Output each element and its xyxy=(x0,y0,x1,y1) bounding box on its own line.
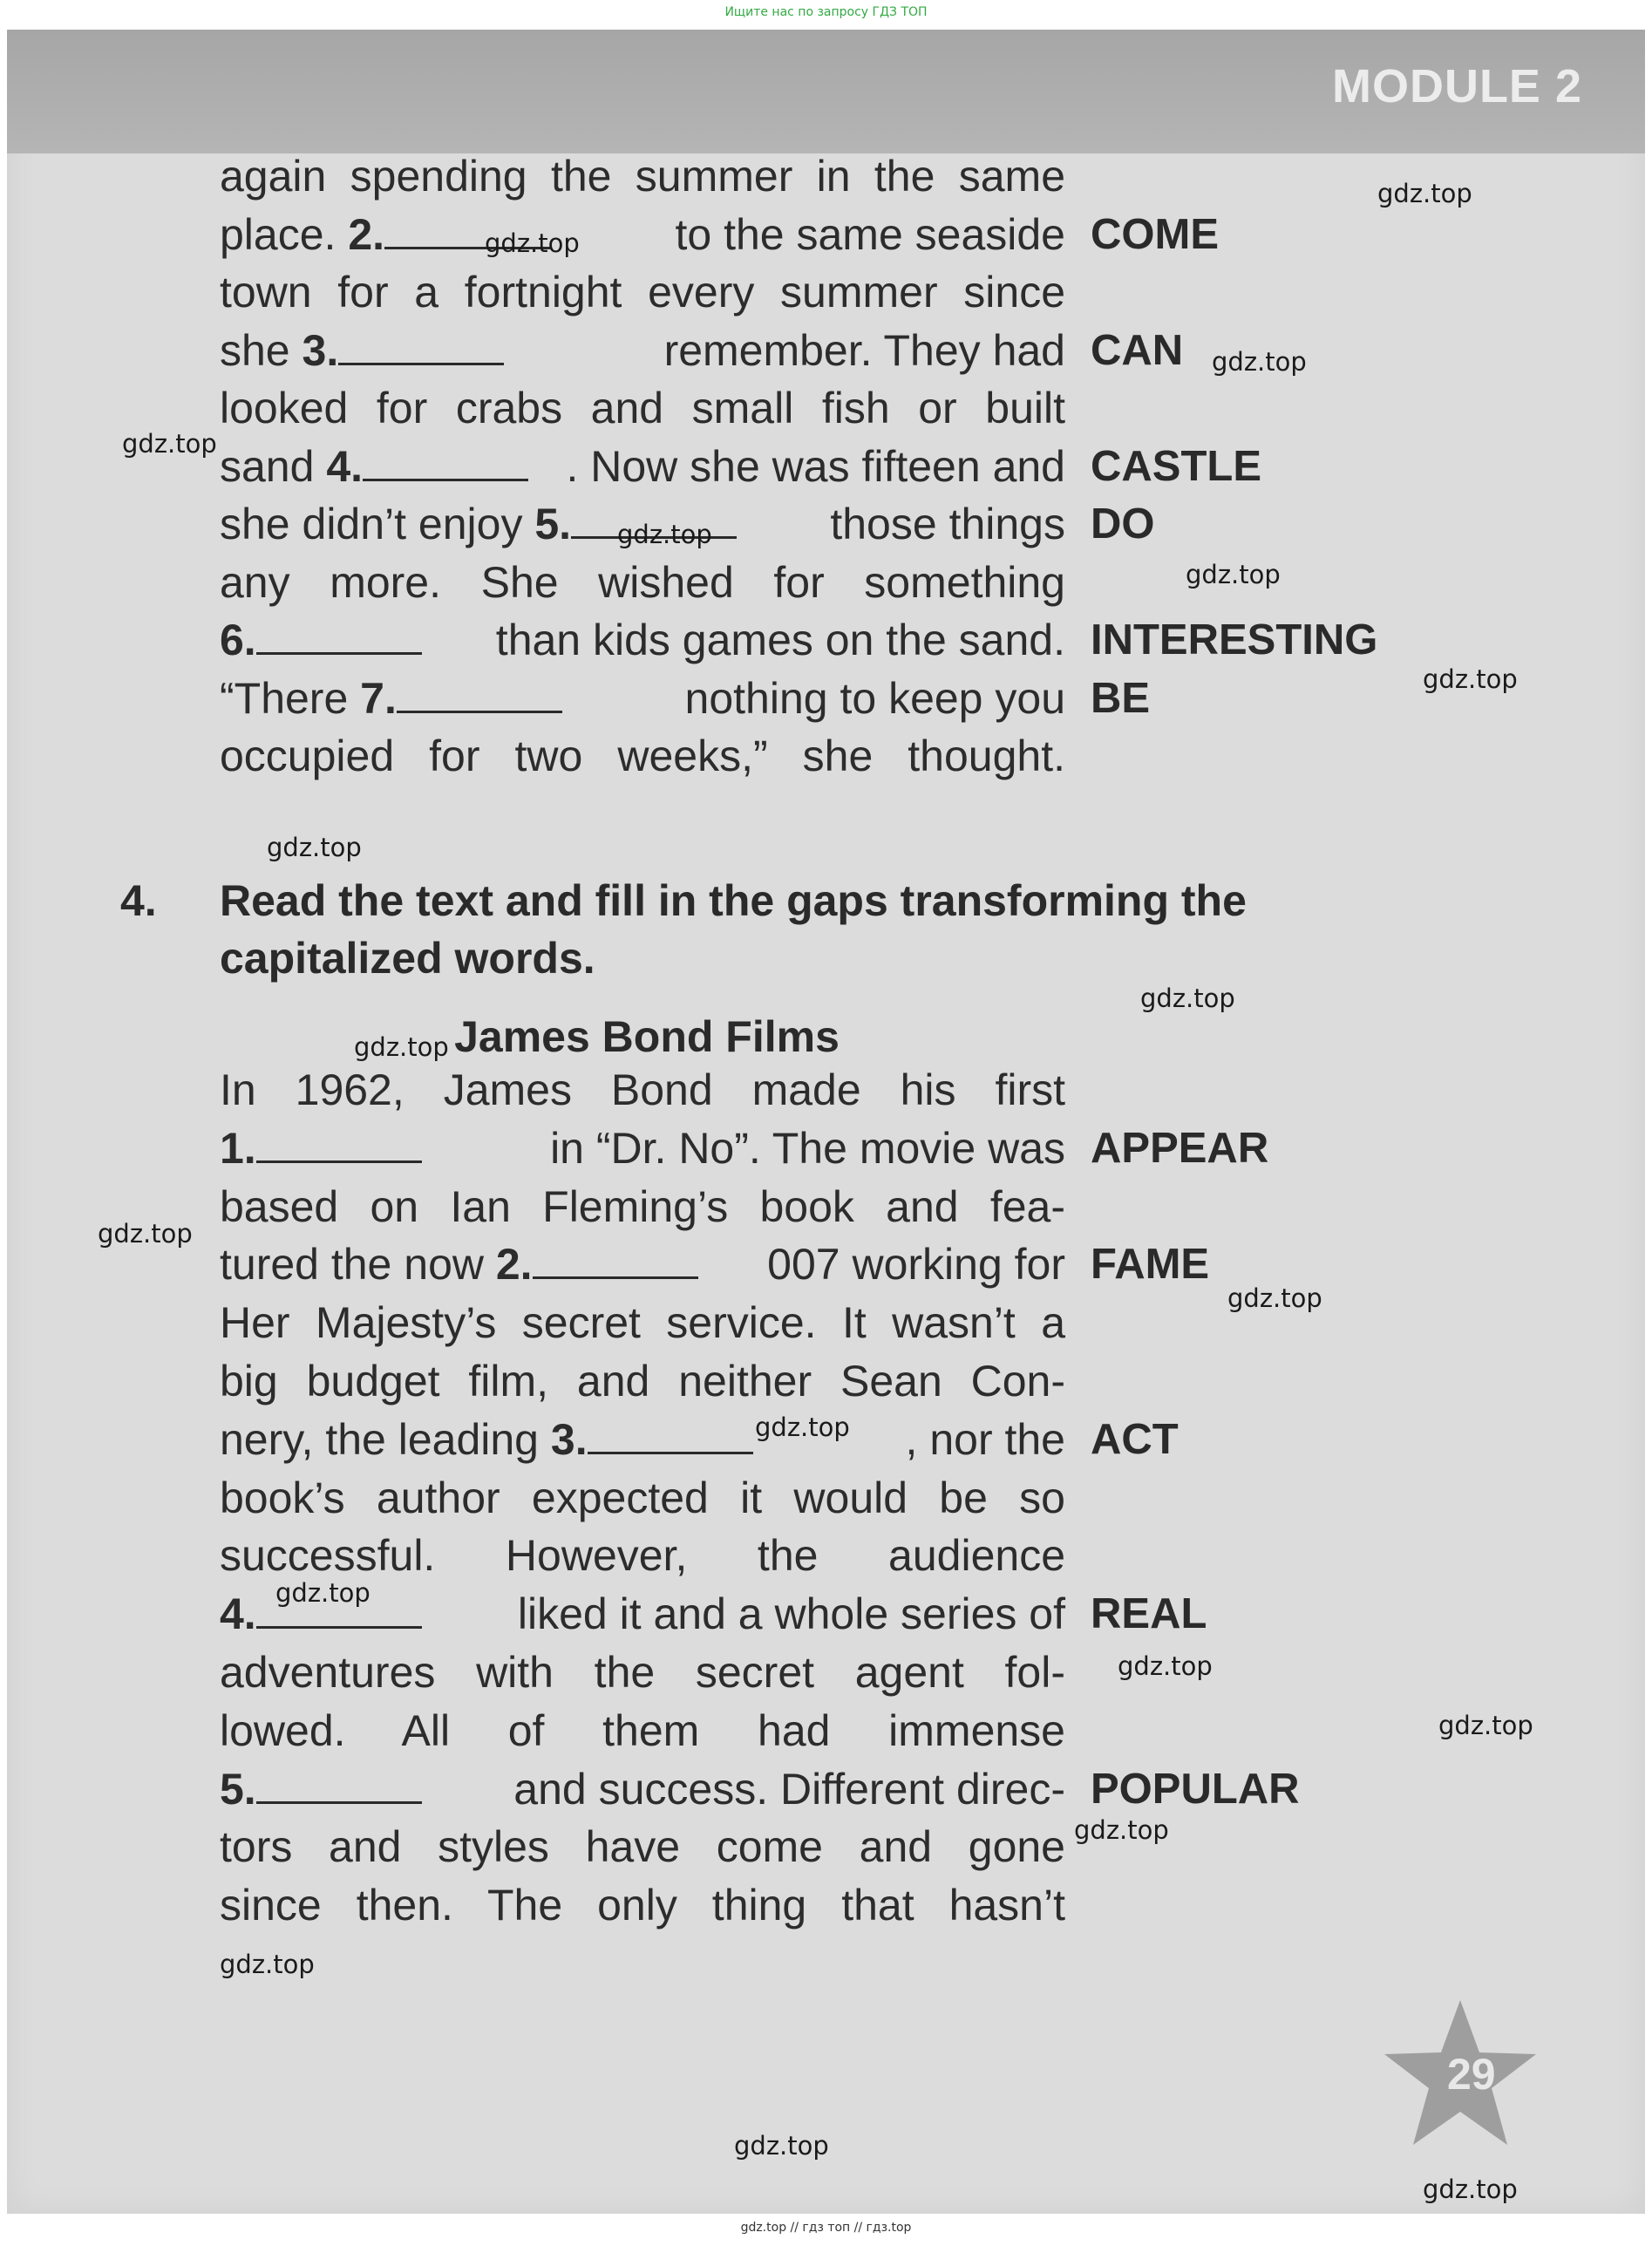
line-text: sand xyxy=(220,441,327,491)
line-text: than kids games on the sand. xyxy=(495,616,1065,664)
keyword: INTERESTING xyxy=(1091,616,1378,664)
line-text: nothing to keep you xyxy=(684,673,1065,723)
task-4-line: successful. However, the audience xyxy=(220,1531,1065,1581)
watermark: gdz.top xyxy=(734,2131,829,2161)
gap-number: 3. xyxy=(550,1414,588,1464)
keyword: CASTLE xyxy=(1091,442,1261,490)
line-text: she xyxy=(220,325,303,375)
line-lead xyxy=(220,672,562,725)
watermark: gdz.top xyxy=(1438,1711,1533,1740)
line-text: . Now she was fifteen and xyxy=(566,441,1065,491)
line-lead xyxy=(220,1122,422,1174)
top-search-note: Ищите нас по запросу ГДЗ ТОП xyxy=(724,5,928,19)
module-label: MODULE 2 xyxy=(1331,60,1582,112)
task-4-line xyxy=(220,1763,1065,1815)
keyword: ACT xyxy=(1091,1415,1179,1463)
line-text: , nor the xyxy=(905,1414,1065,1464)
passage-1-line xyxy=(220,672,1065,725)
keyword: APPEAR xyxy=(1091,1124,1269,1172)
line-text: to the same seaside xyxy=(675,209,1065,259)
passage-1-line: occupied for two weeks,” she thought. xyxy=(220,732,1065,780)
line-text: remember. They had xyxy=(663,325,1065,375)
line-lead xyxy=(220,614,422,666)
task-4-line: tors and styles have come and gone xyxy=(220,1822,1065,1872)
page-number: 29 xyxy=(1447,2050,1496,2099)
watermark: gdz.top xyxy=(354,1032,449,1062)
task-4-line xyxy=(220,1122,1065,1174)
line-text: in “Dr. No”. The movie was xyxy=(550,1123,1065,1173)
gap-number: 5. xyxy=(220,1764,256,1814)
watermark: gdz.top xyxy=(755,1412,850,1442)
gap-number: 7. xyxy=(360,673,397,723)
line-lead xyxy=(220,1763,422,1815)
watermark: gdz.top xyxy=(122,429,217,459)
gap-number: 1. xyxy=(220,1123,256,1173)
answer-blank[interactable] xyxy=(363,444,528,481)
task-instruction-line-1: Read the text and fill in the gaps transforming the xyxy=(220,876,1247,925)
passage-1-line: again spending the summer in the same xyxy=(220,152,1065,201)
keyword: REAL xyxy=(1091,1590,1207,1638)
task-4-line: In 1962, James Bond made his first xyxy=(220,1065,1065,1114)
watermark: gdz.top xyxy=(1074,1815,1169,1845)
task-4-line xyxy=(220,1413,1065,1466)
line-text: place. xyxy=(220,209,349,259)
passage-1-line: any more. She wished for something xyxy=(220,557,1065,607)
line-lead xyxy=(220,1413,753,1466)
task-number: 4. xyxy=(120,876,157,925)
line-lead xyxy=(220,1238,698,1290)
passage-1-line: town for a fortnight every summer since xyxy=(220,268,1065,316)
answer-blank[interactable] xyxy=(533,1242,698,1279)
gap-number: 6. xyxy=(220,616,256,664)
line-text: she didn’t enjoy xyxy=(220,500,535,548)
keyword: COME xyxy=(1091,210,1219,258)
line-text: liked it and a whole series of xyxy=(517,1589,1065,1639)
line-text: those things xyxy=(830,500,1065,548)
watermark: gdz.top xyxy=(1140,983,1235,1013)
watermark: gdz.top xyxy=(1186,560,1281,589)
line-text: and success. Different direc- xyxy=(513,1764,1065,1814)
gap-number: 5. xyxy=(534,500,572,548)
keyword: POPULAR xyxy=(1091,1765,1300,1813)
task-4-line: big budget film, and neither Sean Con- xyxy=(220,1357,1065,1405)
watermark: gdz.top xyxy=(1212,347,1307,377)
watermark: gdz.top xyxy=(275,1578,371,1608)
watermark: gdz.top xyxy=(267,833,362,862)
line-lead xyxy=(220,440,528,493)
answer-blank[interactable] xyxy=(588,1417,753,1454)
watermark: gdz.top xyxy=(220,1950,315,1979)
gap-number: 2. xyxy=(348,209,385,259)
task-4-line: Her Majesty’s secret service. It wasn’t a xyxy=(220,1298,1065,1348)
task-4-line: since then. The only thing that hasn’t xyxy=(220,1881,1065,1930)
gap-number: 4. xyxy=(326,441,364,491)
task-4-line: based on Ian Fleming’s book and fea- xyxy=(220,1181,1065,1231)
gap-number: 2. xyxy=(495,1240,533,1290)
task-instruction-line-2: capitalized words. xyxy=(220,934,595,983)
task-4-line: adventures with the secret agent fol- xyxy=(220,1648,1065,1697)
keyword: DO xyxy=(1091,500,1155,548)
watermark: gdz.top xyxy=(1377,179,1472,208)
line-text: nery, the leading xyxy=(220,1414,551,1464)
passage-1-line xyxy=(220,614,1065,666)
watermark: gdz.top xyxy=(1227,1283,1322,1313)
line-text: tured the now xyxy=(220,1240,496,1290)
watermark: gdz.top xyxy=(1118,1651,1213,1681)
task-4-line xyxy=(220,1238,1065,1290)
keyword: BE xyxy=(1091,674,1151,722)
text-title: James Bond Films xyxy=(454,1012,840,1061)
line-text: “There xyxy=(220,673,361,723)
watermark: gdz.top xyxy=(1423,2175,1518,2204)
answer-blank[interactable] xyxy=(338,328,504,365)
answer-blank[interactable] xyxy=(397,676,562,713)
answer-blank[interactable] xyxy=(256,1766,422,1804)
module-banner xyxy=(7,30,1645,153)
keyword: CAN xyxy=(1091,326,1184,374)
passage-1-line xyxy=(220,208,1065,261)
line-text: 007 working for xyxy=(767,1240,1065,1290)
gap-number: 3. xyxy=(302,325,339,375)
watermark: gdz.top xyxy=(617,520,712,549)
watermark: gdz.top xyxy=(1423,664,1518,694)
line-lead xyxy=(220,324,504,377)
task-4-line: book’s author expected it would be so xyxy=(220,1473,1065,1522)
bottom-note: gdz.top // гдз топ // гдз.top xyxy=(740,2221,912,2235)
answer-blank[interactable] xyxy=(256,1126,422,1163)
gap-number: 4. xyxy=(220,1589,256,1639)
keyword: FAME xyxy=(1091,1241,1210,1289)
passage-1-line: looked for crabs and small fish or built xyxy=(220,384,1065,432)
task-4-line: lowed. All of them had immense xyxy=(220,1705,1065,1755)
answer-blank[interactable] xyxy=(256,617,422,655)
watermark: gdz.top xyxy=(485,228,580,258)
passage-1-line xyxy=(220,440,1065,493)
page-sheet xyxy=(7,30,1645,2214)
watermark: gdz.top xyxy=(98,1219,193,1249)
passage-1-line xyxy=(220,324,1065,377)
